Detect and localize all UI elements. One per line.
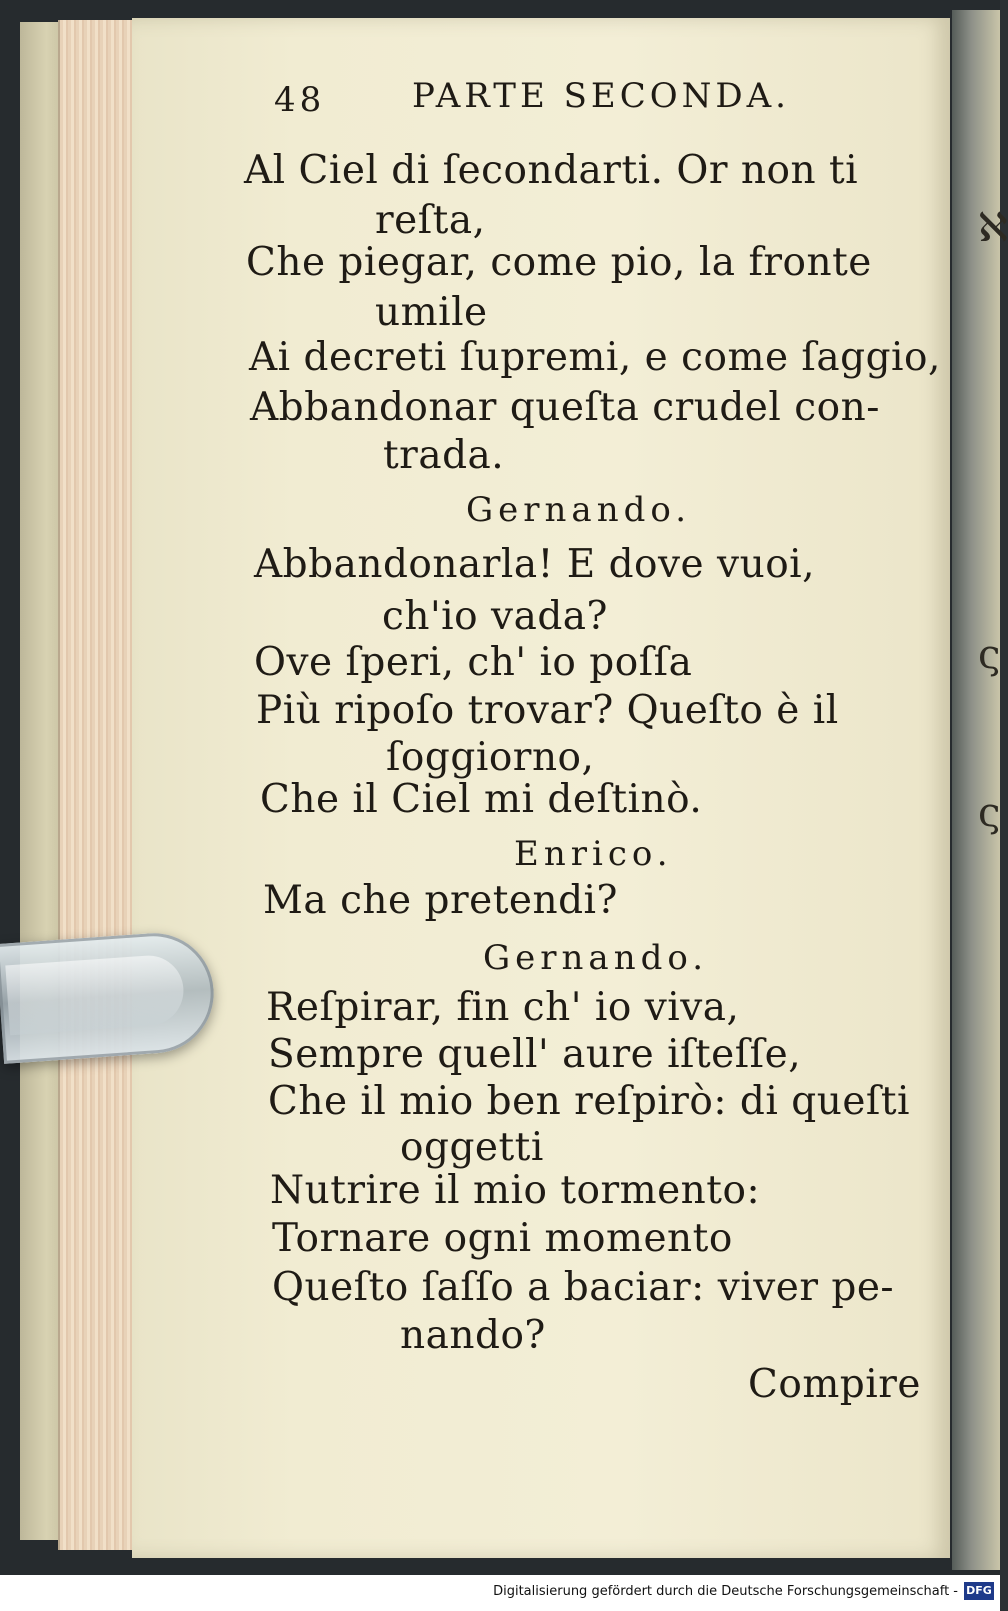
verse-line: Che il Ciel mi deſtinò. xyxy=(260,777,703,822)
verse-line: reſta, xyxy=(375,198,486,243)
verse-line: Più ripoſo trovar? Queſto è il xyxy=(256,688,839,733)
verse-line: ſoggiorno, xyxy=(386,735,595,780)
verse-line: Nutrire il mio tormento: xyxy=(270,1168,761,1213)
speaker-name: Gernando. xyxy=(483,938,709,978)
catchword: Compire xyxy=(748,1362,921,1407)
verse-line: Ove ſperi, ch' io poſſa xyxy=(254,640,693,685)
verse-line: ch'io vada? xyxy=(382,594,608,639)
verse-line: Ma che pretendi? xyxy=(263,878,618,923)
verse-line: Abbandonar queſta crudel con- xyxy=(250,385,880,430)
verse-line: Sempre quell' aure iſteſſe, xyxy=(268,1032,802,1077)
verse-line: Ai decreti ſupremi, e come ſaggio, xyxy=(249,335,941,380)
facing-page-fragment: ς xyxy=(978,632,1001,678)
verse-line: nando? xyxy=(400,1313,546,1358)
verse-line: Che piegar, come pio, la fronte xyxy=(246,240,872,285)
verse-line: Tornare ogni momento xyxy=(272,1216,733,1261)
facing-page-fragment: ς xyxy=(978,790,1001,836)
verse-line: Che il mio ben reſpirò: di queſti xyxy=(268,1079,911,1124)
verse-line: Al Ciel di ſecondarti. Or non ti xyxy=(244,148,859,193)
facing-page-fragment: ℵ xyxy=(978,205,1008,251)
verse-line: Abbandonarla! E dove vuoi, xyxy=(254,542,816,587)
verse-line: oggetti xyxy=(400,1125,544,1170)
running-title: PARTE SECONDA. xyxy=(412,76,790,116)
page-holder-clip xyxy=(0,929,218,1064)
dfg-logo-icon: DFG xyxy=(964,1582,994,1600)
clip-highlight xyxy=(5,953,185,1035)
verse-line: Queſto ſaſſo a baciar: viver pe- xyxy=(272,1265,895,1310)
funding-credit: Digitalisierung gefördert durch die Deutsche Forschungsgemeinschaft - xyxy=(493,1584,958,1599)
verse-line: trada. xyxy=(383,433,505,478)
verse-line: Reſpirar, fin ch' io viva, xyxy=(266,985,740,1030)
speaker-name: Enrico. xyxy=(514,834,673,874)
speaker-name: Gernando. xyxy=(466,490,692,530)
digitization-footer xyxy=(0,1575,1000,1611)
verse-line: umile xyxy=(375,290,488,335)
page-number: 48 xyxy=(274,80,326,120)
